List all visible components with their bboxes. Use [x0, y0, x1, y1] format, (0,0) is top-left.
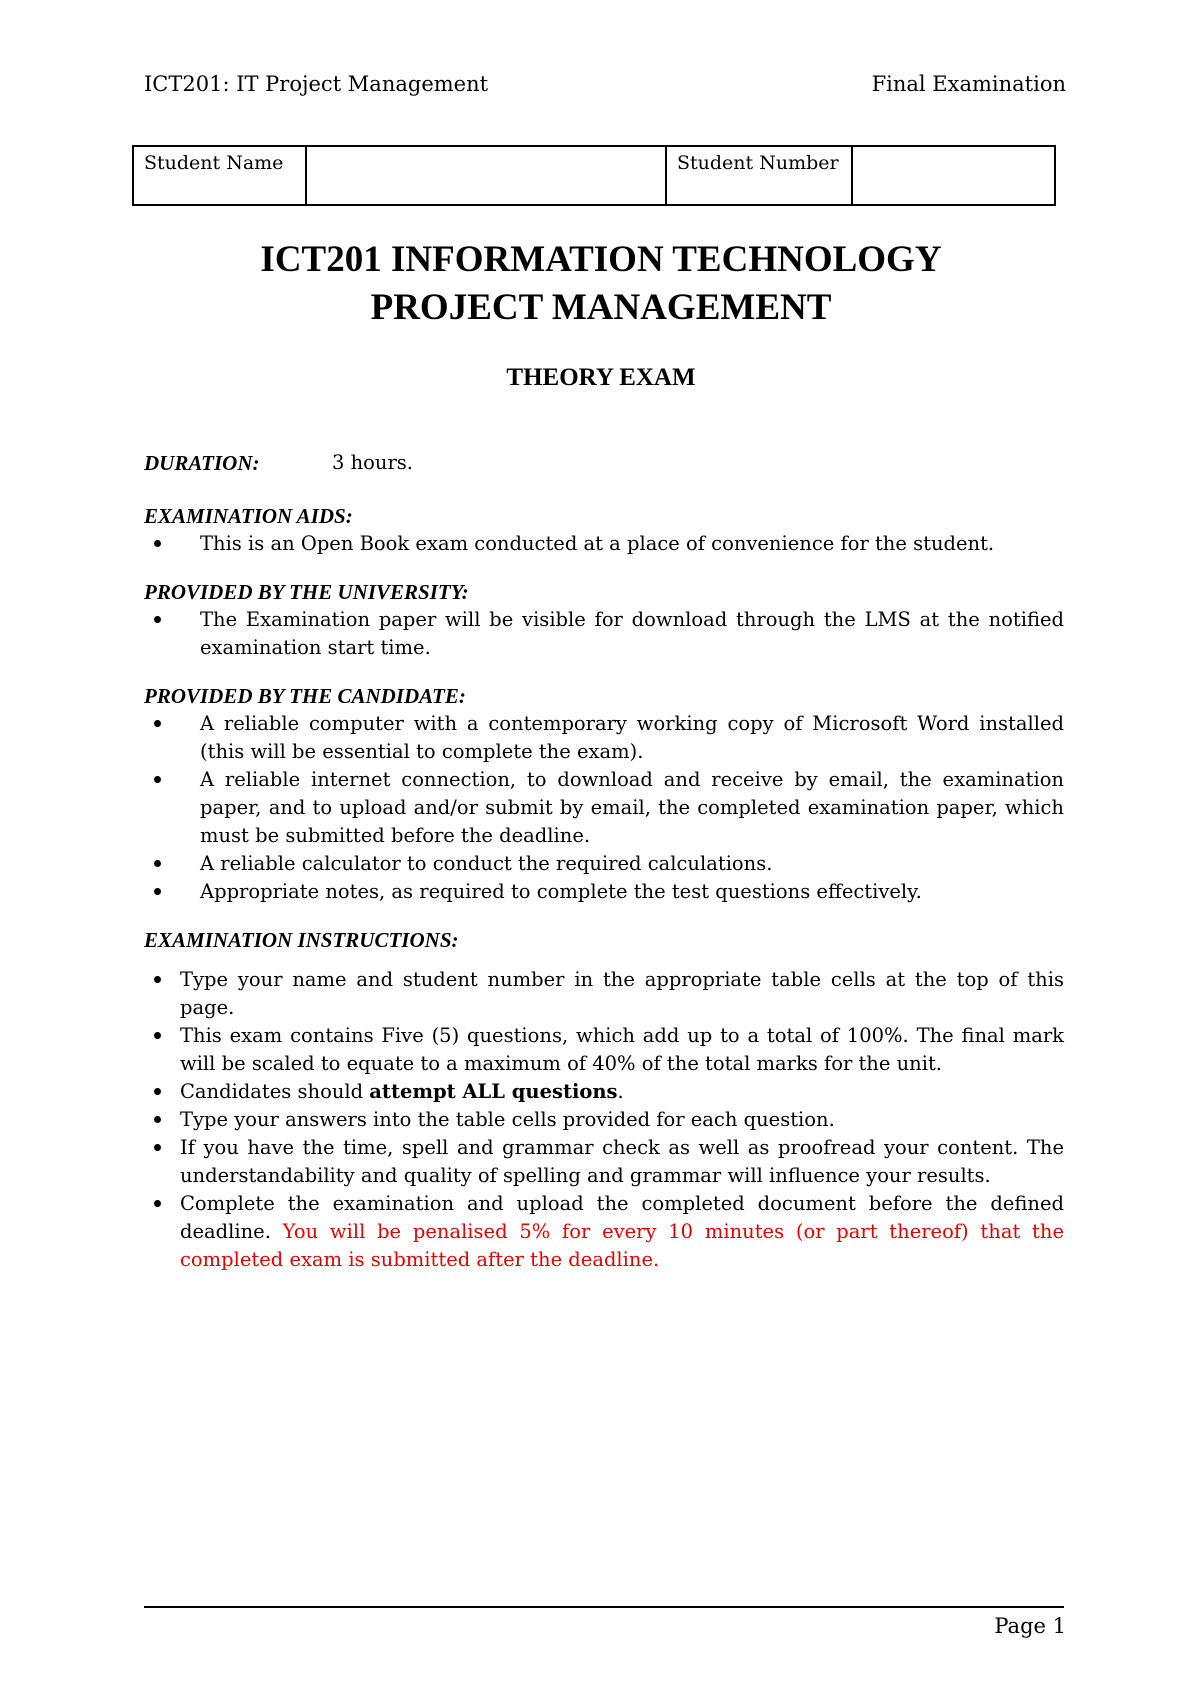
header-exam-type: Final Examination — [871, 72, 1066, 96]
page-number: Page 1 — [994, 1614, 1066, 1638]
exam-title-line2: PROJECT MANAGEMENT — [370, 287, 832, 328]
header-course-title: ICT201: IT Project Management — [144, 72, 489, 96]
list-item: Appropriate notes, as required to complete the test questions effectively. — [144, 878, 1064, 906]
provided-by-candidate-section — [144, 682, 1064, 906]
duration-value: 3 hours. — [332, 451, 413, 474]
provided-by-university-section — [144, 578, 1064, 662]
duration-label: DURATION: — [144, 451, 260, 475]
examination-aids-heading: EXAMINATION AIDS: — [144, 504, 353, 528]
student-name-label: Student Name — [133, 146, 306, 205]
late-penalty-warning: You will be penalised 5% for every 10 minutes (or part thereof) that the completed exam is submitted after the deadline. — [180, 1220, 1064, 1271]
provided-by-university-heading: PROVIDED BY THE UNIVERSITY: — [144, 580, 469, 604]
list-item: A reliable computer with a contemporary working copy of Microsoft Word installed (this will be essential to complete the exam). — [144, 710, 1064, 766]
footer-divider — [144, 1606, 1064, 1608]
student-number-label: Student Number — [666, 146, 852, 205]
student-name-field[interactable] — [306, 146, 666, 205]
instruction-text: Complete the examination and upload the completed document before the defined deadline. — [180, 1192, 1064, 1243]
exam-body — [144, 449, 1064, 1294]
exam-title — [132, 236, 1070, 332]
list-item: The Examination paper will be visible for download through the LMS at the notified examination start time. — [144, 606, 1064, 662]
duration-row — [144, 449, 1064, 477]
student-info-table — [132, 145, 1056, 206]
list-item: This exam contains Five (5) questions, which add up to a total of 100%. The final mark will be scaled to equate to a maximum of 40% of the total marks for the unit. — [144, 1022, 1064, 1078]
list-item: If you have the time, spell and grammar check as well as proofread your content. The understandability and quality of spelling and grammar will influence your results. — [144, 1134, 1064, 1190]
list-item: Type your answers into the table cells provided for each question. — [144, 1106, 1064, 1134]
list-item: This is an Open Book exam conducted at a place of convenience for the student. — [144, 530, 1064, 558]
list-item: A reliable calculator to conduct the required calculations. — [144, 850, 1064, 878]
list-item — [144, 1078, 1064, 1106]
list-item: A reliable internet connection, to download and receive by email, the examination paper, and to upload and/or submit by email, the completed examination paper, which must be submitted before the deadline. — [144, 766, 1064, 850]
exam-title-line1: ICT201 INFORMATION TECHNOLOGY — [260, 239, 942, 280]
examination-aids-section — [144, 502, 1064, 558]
provided-by-candidate-heading: PROVIDED BY THE CANDIDATE: — [144, 684, 466, 708]
instruction-text: Candidates should — [180, 1080, 370, 1103]
instruction-emphasis: attempt ALL questions — [369, 1080, 618, 1103]
instructions-list — [144, 966, 1064, 1274]
exam-subtitle: THEORY EXAM — [506, 364, 696, 391]
instruction-text: . — [617, 1080, 624, 1103]
list-item: Type your name and student number in the appropriate table cells at the top of this page. — [144, 966, 1064, 1022]
instructions-heading: EXAMINATION INSTRUCTIONS: — [144, 928, 459, 952]
page-header — [144, 72, 1066, 96]
provided-by-university-list — [144, 606, 1064, 662]
provided-by-candidate-list — [144, 710, 1064, 906]
list-item — [144, 1190, 1064, 1274]
examination-aids-list — [144, 530, 1064, 558]
student-number-field[interactable] — [852, 146, 1055, 205]
instructions-section — [144, 926, 1064, 1274]
